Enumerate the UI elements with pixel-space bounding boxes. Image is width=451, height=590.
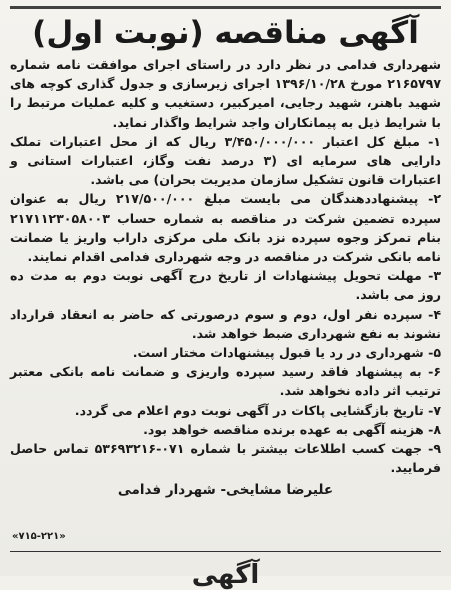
notice-item-9: ۹- جهت کسب اطلاعات بیشتر با شماره ۰۷۱-۵۳۶۹۳۲۱۶ تماس حاصل فرمایید.: [10, 441, 441, 476]
notice-item-8: ۸- هزینه آگهی به عهده برنده مناقصه خواهد بود.: [143, 421, 441, 437]
bottom-divider: [10, 551, 441, 552]
signature: علیرضا مشایخی- شهردار فدامی: [117, 482, 334, 499]
notice-item-5: ۵- شهرداری در رد یا قبول پیشنهادات مختار است.: [132, 345, 441, 361]
notice-code: «۷۱۵-۲۲۱»: [12, 531, 66, 542]
notice-item-1: ۱- مبلغ کل اعتبار ۳/۴۵۰/۰۰۰/۰۰۰ ریال که از محل اعتبارات تملک دارایی های سرمایه ای (۳ درصد نفت وگاز، اعتبارات استانی و اعتبارات قانون تشکیل سازمان مدیریت بحران) می باشد.: [10, 133, 441, 188]
notice-intro: شهرداری فدامی در نظر دارد در راستای اجرای موافقت نامه شماره ۲۱۶۵۷۹۷ مورخ ۱۳۹۶/۱۰/۲۸ اجرای زیرسازی و جدول گذاری کوچه های شهید باهنر، شهید رجایی، امیرکبیر، دستغیب و کلیه عملیات مرتبط را با شرایط ذیل به پیمانکاران واجد شرایط واگذار نماید.: [10, 57, 442, 130]
notice-item-2: ۲- پیشنهاددهندگان می بایست مبلغ ۲۱۷/۵۰۰/۰۰۰ ریال به عنوان سپرده تضمین شرکت در مناقصه به شماره حساب ۲۱۷۱۱۲۳۰۵۸۰۰۳ بنام تمرکز وجوه سپرده نزد بانک ملی مرکزی داراب واریز یا ضمانت نامه بانکی شرکت در مناقصه در وجه شهرداری فدامی اقدام نمایند.: [10, 191, 441, 265]
notice-item-4: ۴- سپرده نفر اول، دوم و سوم درصورتی که حاضر به انعقاد قرارداد نشوند به نفع شهرداری ضبط خواهد شد.: [10, 306, 441, 341]
top-divider: [10, 6, 441, 9]
notice-title: آگهی مناقصه (نوبت اول): [32, 15, 419, 51]
notice-body: [10, 55, 441, 477]
notice-item-3: ۳- مهلت تحویل پیشنهادات از تاریخ درج آگهی نوبت دوم به مدت ده روز می باشد.: [10, 268, 441, 303]
notice-item-7: ۷- تاریخ بازگشایی پاکات در آگهی نوبت دوم اعلام می گردد.: [74, 402, 441, 418]
notice-item-6: ۶- به پیشنهاد فاقد رسید سپرده واریزی و ضمانت نامه بانکی معتبر ترتیب اثر داده نخواهد شد.: [10, 364, 441, 399]
next-notice-title: آگهی: [191, 560, 260, 590]
